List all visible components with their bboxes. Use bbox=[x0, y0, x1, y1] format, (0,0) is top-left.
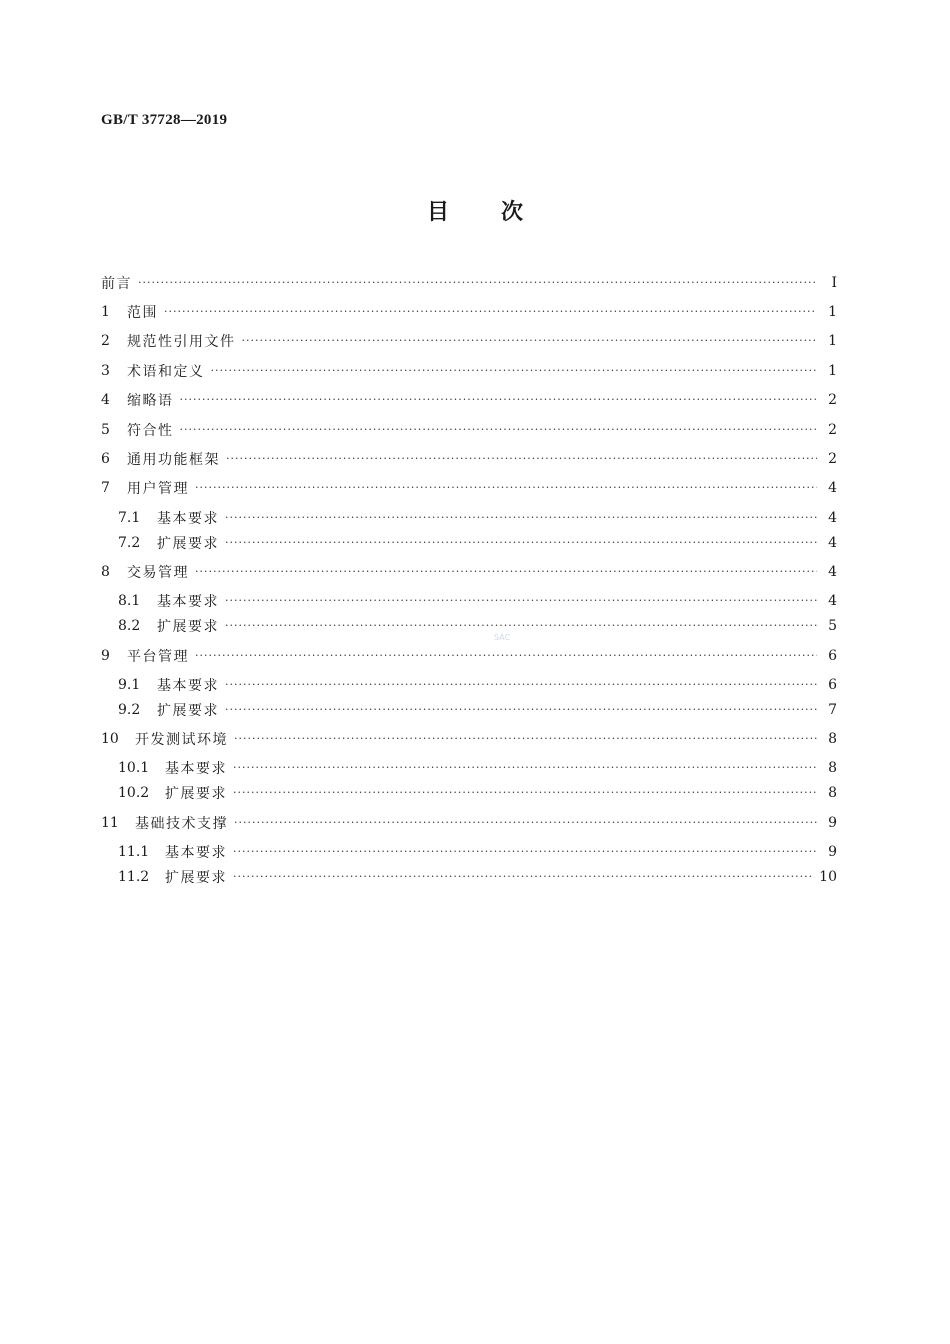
toc-entry-number: 9.1 bbox=[118, 677, 141, 693]
toc-entry-label: 扩展要求 bbox=[157, 536, 219, 552]
toc-entry-label: 基本要求 bbox=[165, 761, 227, 777]
toc-entry-number: 8.2 bbox=[118, 618, 141, 634]
toc-entry-page: 4 bbox=[828, 593, 837, 609]
page-title-char-1: 目 bbox=[426, 200, 449, 225]
toc-entry-label: 平台管理 bbox=[127, 649, 189, 665]
toc-entry-number: 10.1 bbox=[118, 760, 150, 776]
toc-entry-label: 基本要求 bbox=[157, 678, 219, 694]
watermark-logo: SAC bbox=[493, 633, 511, 642]
toc-subentry[interactable] bbox=[101, 505, 837, 531]
toc-leader-dots bbox=[180, 393, 818, 407]
toc-entry-label: 扩展要求 bbox=[157, 619, 219, 635]
toc-entry-number: 7.1 bbox=[118, 510, 141, 526]
toc-entry-page: 1 bbox=[828, 304, 837, 320]
toc-entry-number: 8 bbox=[101, 564, 110, 580]
toc-entry-page: 4 bbox=[828, 535, 837, 551]
toc-leader-dots bbox=[225, 536, 817, 550]
toc-subentry[interactable] bbox=[101, 697, 837, 723]
toc-leader-dots bbox=[225, 511, 817, 525]
toc-leader-dots bbox=[195, 481, 817, 495]
toc-entry-page: 6 bbox=[828, 648, 837, 664]
toc-entry-page: 9 bbox=[828, 815, 837, 831]
toc-subentry[interactable] bbox=[101, 613, 837, 639]
toc-entry-page: 1 bbox=[828, 333, 837, 349]
toc-entry-number: 7 bbox=[101, 480, 110, 496]
toc-entry[interactable] bbox=[101, 358, 837, 384]
toc-entry-page: 2 bbox=[828, 422, 837, 438]
toc-entry[interactable] bbox=[101, 643, 837, 669]
toc-entry-number: 11.1 bbox=[118, 844, 150, 860]
toc-entry-page: 4 bbox=[828, 510, 837, 526]
toc-entry-page: 8 bbox=[828, 785, 837, 801]
toc-leader-dots bbox=[195, 649, 817, 663]
toc-entry-page: 4 bbox=[828, 564, 837, 580]
toc-entry-page: 5 bbox=[828, 618, 837, 634]
toc-entry[interactable] bbox=[101, 446, 837, 472]
toc-entry-label: 基本要求 bbox=[157, 594, 219, 610]
toc-entry-number: 4 bbox=[101, 392, 110, 408]
toc-entry-page: 8 bbox=[828, 731, 837, 747]
toc-entry[interactable] bbox=[101, 328, 837, 354]
toc-entry-label: 缩略语 bbox=[127, 393, 174, 409]
toc-entry[interactable] bbox=[101, 299, 837, 325]
toc-entry-number: 1 bbox=[101, 304, 110, 320]
toc-subentry[interactable] bbox=[101, 672, 837, 698]
toc-subentry[interactable] bbox=[101, 864, 837, 890]
toc-entry-label: 扩展要求 bbox=[165, 786, 227, 802]
toc-entry-page: 2 bbox=[828, 392, 837, 408]
toc-subentry[interactable] bbox=[101, 755, 837, 781]
toc-entry[interactable] bbox=[101, 417, 837, 443]
toc-leader-dots bbox=[242, 334, 818, 348]
toc-entry-number: 8.1 bbox=[118, 593, 141, 609]
toc-entry-number: 5 bbox=[101, 422, 110, 438]
toc-entry-label: 基本要求 bbox=[165, 845, 227, 861]
toc-leader-dots bbox=[233, 870, 811, 884]
toc-entry-page: 7 bbox=[828, 702, 837, 718]
toc-entry-label: 基础技术支撑 bbox=[135, 816, 228, 832]
toc-entry-page: 6 bbox=[828, 677, 837, 693]
toc-leader-dots bbox=[195, 565, 817, 579]
toc-entry[interactable] bbox=[101, 726, 837, 752]
toc-leader-dots bbox=[138, 276, 817, 290]
toc-entry-page: 9 bbox=[828, 844, 837, 860]
toc-leader-dots bbox=[225, 594, 817, 608]
toc-entry-label: 扩展要求 bbox=[165, 870, 227, 886]
toc-leader-dots bbox=[226, 452, 817, 466]
toc-entry-number: 7.2 bbox=[118, 535, 141, 551]
toc-entry-number: 9 bbox=[101, 648, 110, 664]
toc-leader-dots bbox=[225, 678, 817, 692]
toc-entry[interactable] bbox=[101, 810, 837, 836]
toc-entry-number: 9.2 bbox=[118, 702, 141, 718]
toc-entry-number: 3 bbox=[101, 363, 110, 379]
toc-entry-number: 10 bbox=[101, 731, 119, 747]
toc-entry-page: 10 bbox=[819, 869, 837, 885]
toc-subentry[interactable] bbox=[101, 839, 837, 865]
toc-leader-dots bbox=[211, 364, 818, 378]
toc-leader-dots bbox=[233, 786, 817, 800]
toc-entry-label: 基本要求 bbox=[157, 511, 219, 527]
toc-leader-dots bbox=[233, 845, 817, 859]
toc-entry-label: 规范性引用文件 bbox=[127, 334, 236, 350]
toc-leader-dots bbox=[225, 619, 817, 633]
toc-entry-page: 8 bbox=[828, 760, 837, 776]
toc-entry-label: 通用功能框架 bbox=[127, 452, 220, 468]
toc-leader-dots bbox=[234, 816, 817, 830]
toc-entry-label: 用户管理 bbox=[127, 481, 189, 497]
standard-code: GB/T 37728—2019 bbox=[101, 112, 228, 128]
toc-entry-page: Ⅰ bbox=[831, 275, 837, 291]
toc-entry-page: 1 bbox=[828, 363, 837, 379]
toc-leader-dots bbox=[234, 732, 817, 746]
toc-subentry[interactable] bbox=[101, 530, 837, 556]
page-title bbox=[0, 195, 950, 226]
toc-entry-number: 11.2 bbox=[118, 869, 150, 885]
toc-entry-label: 术语和定义 bbox=[127, 364, 205, 380]
toc-entry-label: 前言 bbox=[101, 276, 132, 292]
toc-entry-page: 4 bbox=[828, 480, 837, 496]
toc-entry-page: 2 bbox=[828, 451, 837, 467]
toc-entry[interactable] bbox=[101, 387, 837, 413]
toc-entry-label: 范围 bbox=[127, 305, 158, 321]
toc-leader-dots bbox=[180, 423, 818, 437]
toc-subentry[interactable] bbox=[101, 588, 837, 614]
page-title-char-2: 次 bbox=[501, 200, 524, 225]
toc-entry[interactable] bbox=[101, 559, 837, 585]
toc-entry-number: 10.2 bbox=[118, 785, 150, 801]
toc-leader-dots bbox=[233, 761, 817, 775]
toc-entry-label: 开发测试环境 bbox=[135, 732, 228, 748]
toc-entry-label: 扩展要求 bbox=[157, 703, 219, 719]
toc-leader-dots bbox=[225, 703, 817, 717]
toc-entry[interactable] bbox=[101, 475, 837, 501]
toc-leader-dots bbox=[164, 305, 817, 319]
toc-entry-number: 11 bbox=[101, 815, 119, 831]
toc-entry-label: 交易管理 bbox=[127, 565, 189, 581]
toc-entry-number: 2 bbox=[101, 333, 110, 349]
toc-subentry[interactable] bbox=[101, 780, 837, 806]
toc-entry-number: 6 bbox=[101, 451, 110, 467]
toc-entry-label: 符合性 bbox=[127, 423, 174, 439]
toc-entry-foreword[interactable] bbox=[101, 270, 837, 296]
